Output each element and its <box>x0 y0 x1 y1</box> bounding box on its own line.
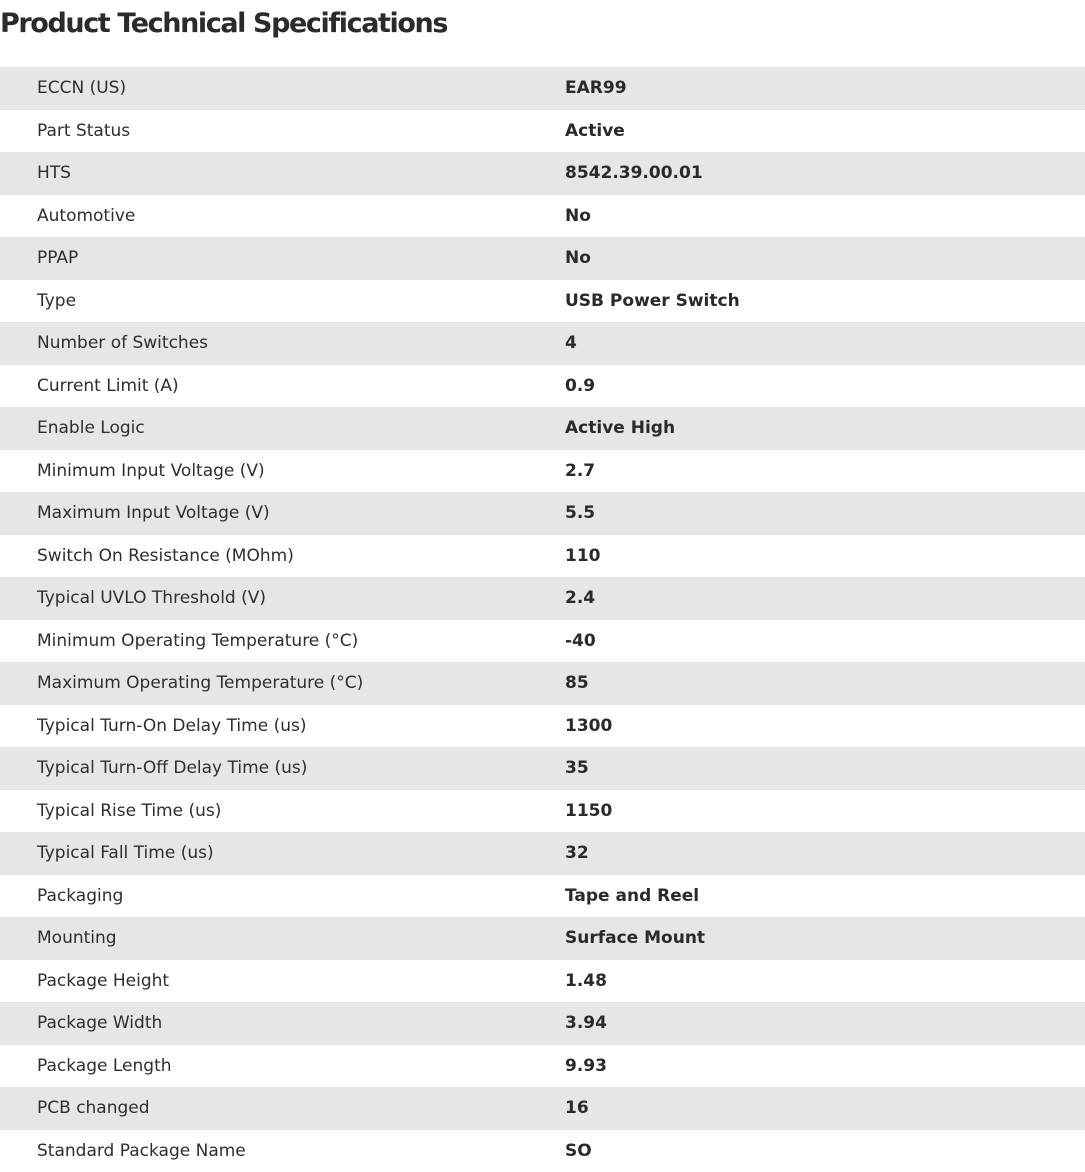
spec-value: Tape and Reel <box>565 875 1085 918</box>
spec-label: Current Limit (A) <box>0 365 565 408</box>
spec-value: 3.94 <box>565 1002 1085 1045</box>
spec-row-switch-on-resistance <box>0 535 1085 578</box>
spec-row-type <box>0 280 1085 323</box>
spec-row-max-operating-temp <box>0 662 1085 705</box>
spec-label: Mounting <box>0 917 565 960</box>
spec-label: HTS <box>0 152 565 195</box>
spec-value: Active <box>565 110 1085 153</box>
spec-label: Number of Switches <box>0 322 565 365</box>
spec-value: Active High <box>565 407 1085 450</box>
spec-row-pcb-changed <box>0 1087 1085 1130</box>
spec-value: 2.4 <box>565 577 1085 620</box>
spec-value: 5.5 <box>565 492 1085 535</box>
spec-row-number-of-switches <box>0 322 1085 365</box>
spec-row-turn-off-delay <box>0 747 1085 790</box>
spec-value: 8542.39.00.01 <box>565 152 1085 195</box>
page-title: Product Technical Specifications <box>0 4 447 44</box>
spec-row-part-status <box>0 110 1085 153</box>
spec-label: Packaging <box>0 875 565 918</box>
spec-row-packaging <box>0 875 1085 918</box>
spec-label: Type <box>0 280 565 323</box>
spec-value: 2.7 <box>565 450 1085 493</box>
spec-row-turn-on-delay <box>0 705 1085 748</box>
spec-value: 35 <box>565 747 1085 790</box>
spec-value: 1150 <box>565 790 1085 833</box>
spec-label: Package Height <box>0 960 565 1003</box>
spec-row-max-input-voltage <box>0 492 1085 535</box>
spec-value: 1300 <box>565 705 1085 748</box>
spec-label: Typical Rise Time (us) <box>0 790 565 833</box>
spec-row-eccn <box>0 67 1085 110</box>
spec-label: Minimum Operating Temperature (°C) <box>0 620 565 663</box>
spec-value: 110 <box>565 535 1085 578</box>
spec-label: Automotive <box>0 195 565 238</box>
spec-value: No <box>565 237 1085 280</box>
spec-label: Typical Turn-On Delay Time (us) <box>0 705 565 748</box>
spec-label: Maximum Input Voltage (V) <box>0 492 565 535</box>
spec-label: Typical UVLO Threshold (V) <box>0 577 565 620</box>
spec-row-package-length <box>0 1045 1085 1088</box>
spec-label: Switch On Resistance (MOhm) <box>0 535 565 578</box>
spec-row-current-limit <box>0 365 1085 408</box>
spec-label: ECCN (US) <box>0 67 565 110</box>
specs-table <box>0 67 1085 1172</box>
spec-value: 16 <box>565 1087 1085 1130</box>
spec-row-automotive <box>0 195 1085 238</box>
spec-row-min-input-voltage <box>0 450 1085 493</box>
spec-label: Maximum Operating Temperature (°C) <box>0 662 565 705</box>
spec-value: USB Power Switch <box>565 280 1085 323</box>
spec-row-hts <box>0 152 1085 195</box>
spec-value: No <box>565 195 1085 238</box>
spec-row-package-width <box>0 1002 1085 1045</box>
spec-label: Enable Logic <box>0 407 565 450</box>
spec-label: Typical Fall Time (us) <box>0 832 565 875</box>
spec-row-package-height <box>0 960 1085 1003</box>
spec-value: 0.9 <box>565 365 1085 408</box>
spec-value: 32 <box>565 832 1085 875</box>
spec-row-min-operating-temp <box>0 620 1085 663</box>
spec-row-uvlo-threshold <box>0 577 1085 620</box>
spec-value: 4 <box>565 322 1085 365</box>
spec-label: PPAP <box>0 237 565 280</box>
spec-row-ppap <box>0 237 1085 280</box>
spec-value: EAR99 <box>565 67 1085 110</box>
spec-row-rise-time <box>0 790 1085 833</box>
spec-row-mounting <box>0 917 1085 960</box>
spec-value: 9.93 <box>565 1045 1085 1088</box>
spec-value: -40 <box>565 620 1085 663</box>
spec-label: Typical Turn-Off Delay Time (us) <box>0 747 565 790</box>
specs-table-body <box>0 67 1085 1172</box>
spec-label: Part Status <box>0 110 565 153</box>
spec-label: Minimum Input Voltage (V) <box>0 450 565 493</box>
spec-row-standard-package-name <box>0 1130 1085 1172</box>
spec-row-fall-time <box>0 832 1085 875</box>
spec-value: 85 <box>565 662 1085 705</box>
spec-value: SO <box>565 1130 1085 1172</box>
spec-label: Standard Package Name <box>0 1130 565 1172</box>
spec-value: Surface Mount <box>565 917 1085 960</box>
spec-label: Package Length <box>0 1045 565 1088</box>
spec-value: 1.48 <box>565 960 1085 1003</box>
spec-row-enable-logic <box>0 407 1085 450</box>
spec-label: PCB changed <box>0 1087 565 1130</box>
spec-label: Package Width <box>0 1002 565 1045</box>
